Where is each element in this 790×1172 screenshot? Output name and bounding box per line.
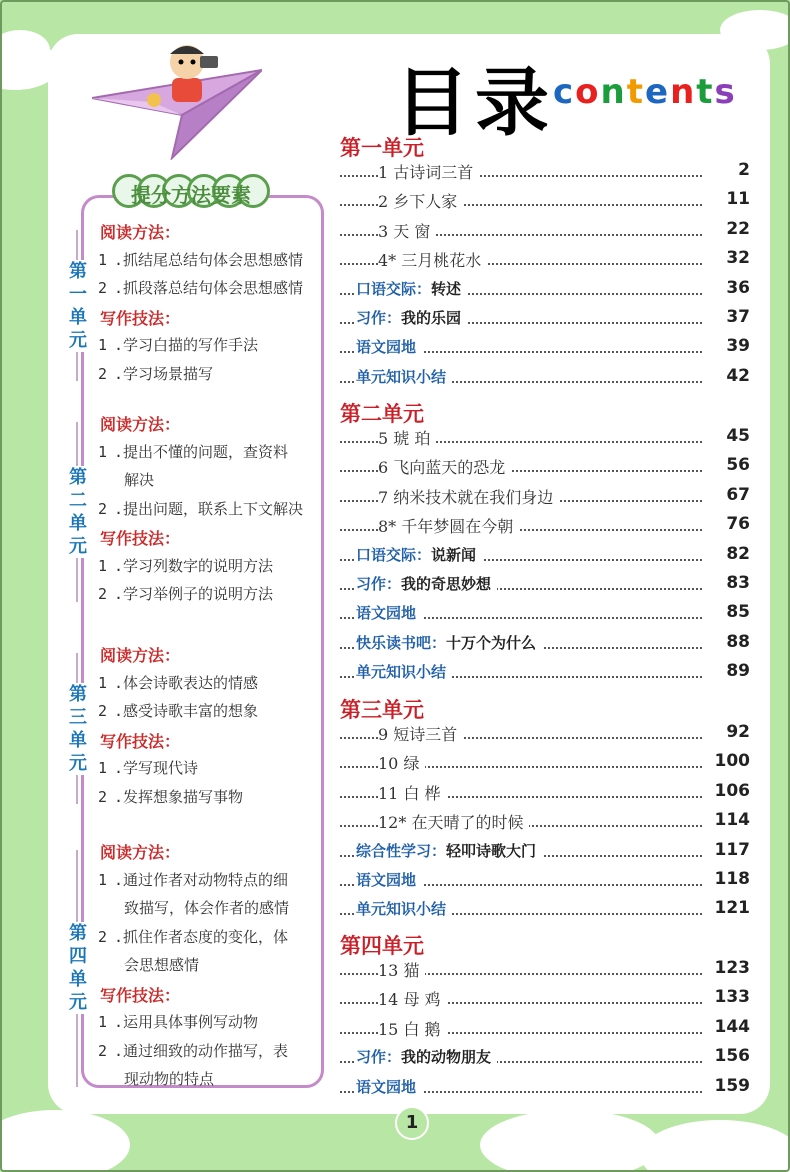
method-item-number: 2 <box>98 702 108 720</box>
toc-lesson-title: 14 母 鸡 <box>378 987 447 1010</box>
toc-page-number: 37 <box>702 307 750 327</box>
toc-page-number: 121 <box>702 898 750 918</box>
method-item-text: .通过作者对动物特点的细 <box>114 870 289 889</box>
method-item-text: .提出问题，联系上下文解决 <box>114 499 304 518</box>
method-item-number: 2 <box>98 499 108 518</box>
toc-page-number: 67 <box>702 485 750 505</box>
method-item-text: .抓段落总结句体会思想感情 <box>114 279 304 297</box>
toc-activity-prefix: 语文园地 <box>356 338 417 357</box>
toc-page-number: 123 <box>702 958 750 978</box>
contents-letter: c <box>553 72 576 112</box>
toc-page-number: 42 <box>702 366 750 386</box>
method-item-text: .学习白描的写作手法 <box>114 336 259 354</box>
unit-label-char: 第 <box>69 260 87 282</box>
toc-page-number: 100 <box>702 751 750 771</box>
contents-letter: n <box>670 72 697 112</box>
contents-letter: s <box>714 72 737 112</box>
method-item-text: .提出不懂的问题，查资料 <box>114 442 289 461</box>
toc-lesson-title: 2 乡下人家 <box>378 189 463 212</box>
toc-page-number: 83 <box>702 573 750 593</box>
contents-letter: e <box>645 72 671 112</box>
toc-page-number: 85 <box>702 602 750 622</box>
contents-letter: t <box>626 72 645 112</box>
method-item-text: .感受诗歌丰富的想象 <box>114 702 259 720</box>
toc-page-number: 114 <box>702 810 750 830</box>
toc-activity-prefix: 快乐读书吧： <box>356 633 447 652</box>
method-item-number: 2 <box>98 1041 108 1060</box>
toc-lesson-title: 10 绿 <box>378 751 425 774</box>
toc-lesson-title: 6 飞向蓝天的恐龙 <box>378 455 511 478</box>
unit-label-char: 三 <box>69 706 87 728</box>
unit-label-char: 单 <box>69 729 87 751</box>
toc-activity-prefix: 习作： <box>356 309 402 327</box>
method-item-number: 1 <box>98 336 108 354</box>
method-item-text: .学习场景描写 <box>114 364 214 383</box>
toc-lesson-title: 15 白 鹅 <box>378 1017 447 1040</box>
method-item-number: 2 <box>98 364 108 383</box>
method-heading: 阅读方法： <box>100 646 181 665</box>
unit-label-char: 元 <box>69 535 87 557</box>
unit-label-char: 二 <box>69 489 87 511</box>
toc-page-number: 76 <box>702 514 750 534</box>
toc-lesson-title: 5 琥 珀 <box>378 426 436 449</box>
unit-label-char: 元 <box>69 992 87 1014</box>
toc-activity-topic: 说新闻 <box>431 545 477 564</box>
unit-label-char: 第 <box>69 923 87 945</box>
toc-activity-prefix: 语文园地 <box>356 1077 417 1096</box>
toc-page-number: 82 <box>702 544 750 564</box>
toc-page-number: 156 <box>702 1046 750 1066</box>
toc-activity-prefix: 语文园地 <box>356 871 417 889</box>
toc-page-number: 133 <box>702 987 750 1007</box>
toc-page-number: 106 <box>702 781 750 801</box>
unit-label-char: 元 <box>69 329 87 351</box>
method-item-number: 1 <box>98 442 108 461</box>
toc-activity-topic: 我的动物朋友 <box>401 1048 492 1067</box>
toc-page-number: 22 <box>702 219 750 239</box>
method-heading: 阅读方法： <box>100 415 181 434</box>
toc-activity-prefix: 习作： <box>356 1048 402 1067</box>
method-item-number: 1 <box>98 250 108 269</box>
toc-section-title: 第四单元 <box>340 934 424 958</box>
method-item-text: .运用具体事例写动物 <box>114 1013 259 1031</box>
method-item-number: 1 <box>98 759 108 777</box>
method-heading: 写作技法： <box>100 308 181 328</box>
method-item-number: 1 <box>98 556 108 575</box>
toc-activity-prefix: 语文园地 <box>356 604 417 623</box>
contents-letter: o <box>575 72 601 112</box>
method-heading: 阅读方法： <box>100 223 181 242</box>
method-item-number: 2 <box>98 279 108 297</box>
method-item-text: .发挥想象描写事物 <box>114 787 244 806</box>
contents-letter: t <box>696 72 715 112</box>
method-item-number: 1 <box>98 870 108 889</box>
toc-page-number: 159 <box>702 1076 750 1096</box>
toc-page-number: 89 <box>702 661 750 681</box>
toc-activity-topic: 轻叩诗歌大门 <box>446 841 537 860</box>
toc-activity-prefix: 综合性学习： <box>356 841 447 860</box>
toc-page-number: 36 <box>702 278 750 298</box>
toc-page-number: 11 <box>702 189 750 209</box>
toc-page-number: 32 <box>702 248 750 268</box>
method-item-text: .学习列数字的说明方法 <box>114 556 274 575</box>
method-item-number: 1 <box>98 673 108 692</box>
toc-activity-prefix: 单元知识小结 <box>356 900 447 919</box>
method-item-text: .通过细致的动作描写，表 <box>114 1041 289 1060</box>
unit-label-char: 单 <box>69 512 87 534</box>
method-item-text: .学写现代诗 <box>114 759 199 777</box>
method-item-number: 1 <box>98 1013 108 1031</box>
method-heading: 写作技法： <box>100 985 181 1005</box>
method-item-text: .学习举例子的说明方法 <box>114 585 274 603</box>
toc-page-number: 45 <box>702 426 750 446</box>
toc-activity-prefix: 习作： <box>356 575 402 593</box>
method-summary-title: 提分方法要素 <box>131 183 251 207</box>
method-item-text: 解决 <box>124 471 155 489</box>
method-item-text: 会思想感情 <box>124 956 200 974</box>
method-item-text: 致描写，体会作者的感情 <box>124 899 290 917</box>
toc-page-number: 2 <box>702 160 750 180</box>
toc-page-number: 117 <box>702 840 750 860</box>
method-item-number: 2 <box>98 787 108 806</box>
toc-activity-prefix: 口语交际： <box>356 545 432 564</box>
contents-letter: n <box>600 72 627 112</box>
toc-section-title: 第二单元 <box>340 402 424 426</box>
unit-label-char: 第 <box>69 683 87 705</box>
toc-lesson-title: 4* 三月桃花水 <box>378 248 487 271</box>
toc-activity-topic: 十万个为什么 <box>446 633 537 652</box>
toc-lesson-title: 11 白 桦 <box>378 781 447 804</box>
unit-label-char: 元 <box>69 752 87 774</box>
method-item-text: .抓结尾总结句体会思想感情 <box>114 250 304 269</box>
method-heading: 阅读方法： <box>100 843 181 862</box>
toc-activity-topic: 转述 <box>431 279 462 298</box>
toc-activity-prefix: 单元知识小结 <box>356 663 447 682</box>
method-item-text: .抓住作者态度的变化，体 <box>114 927 289 946</box>
toc-activity-prefix: 口语交际： <box>356 279 432 298</box>
toc-page-number: 88 <box>702 632 750 652</box>
toc-activity-topic: 我的奇思妙想 <box>401 575 492 593</box>
toc-lesson-title: 8* 千年梦圆在今朝 <box>378 514 519 537</box>
toc-lesson-title: 1 古诗词三首 <box>378 160 479 183</box>
method-item-number: 2 <box>98 927 108 946</box>
method-item-text: 现动物的特点 <box>124 1070 215 1088</box>
toc-page-number: 56 <box>702 455 750 475</box>
toc-section-title: 第三单元 <box>340 698 424 722</box>
toc-page-number: 92 <box>702 722 750 742</box>
toc-lesson-title: 7 纳米技术就在我们身边 <box>378 485 559 508</box>
toc-page-number: 144 <box>702 1017 750 1037</box>
method-heading: 写作技法： <box>100 529 181 548</box>
toc-lesson-title: 3 天 窗 <box>378 219 436 242</box>
page-number: 1 <box>395 1106 429 1140</box>
unit-label-char: 单 <box>69 969 87 991</box>
toc-section-title: 第一单元 <box>340 136 424 160</box>
unit-label-char: 第 <box>69 466 87 488</box>
toc-page-number: 118 <box>702 869 750 889</box>
toc-lesson-title: 9 短诗三首 <box>378 722 463 745</box>
toc-lesson-title: 13 猫 <box>378 958 425 981</box>
toc-activity-topic: 我的乐园 <box>401 309 462 327</box>
page-title: 目录 <box>395 60 555 146</box>
toc-lesson-title: 12* 在天晴了的时候 <box>378 810 529 833</box>
unit-label-char: 单 <box>69 306 87 328</box>
toc-activity-prefix: 单元知识小结 <box>356 367 447 386</box>
method-item-text: .体会诗歌表达的情感 <box>114 673 259 692</box>
unit-label-char: 四 <box>69 946 87 968</box>
unit-label-char: 一 <box>69 283 87 305</box>
method-heading: 写作技法： <box>100 731 181 751</box>
method-item-number: 2 <box>98 585 108 603</box>
toc-page-number: 39 <box>702 336 750 356</box>
